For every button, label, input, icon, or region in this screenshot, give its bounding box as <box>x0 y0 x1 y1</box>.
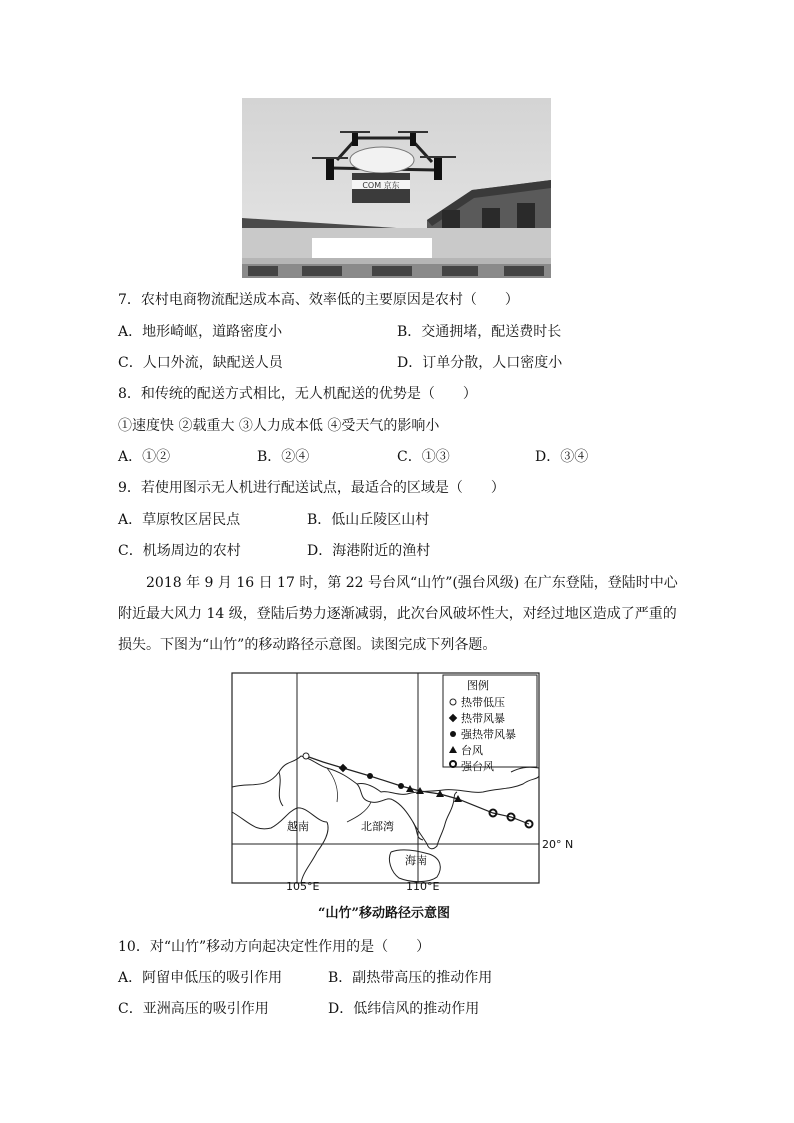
q7-option-b: B．交通拥堵，配送费时长 <box>397 324 562 340</box>
map-caption: “山竹”移动路径示意图 <box>318 906 450 921</box>
legend-item-3: 强热带风暴 <box>461 728 516 741</box>
q9-stem: 9．若使用图示无人机进行配送试点，最适合的区域是（ ） <box>118 480 505 496</box>
legend-item-1: 热带低压 <box>461 696 505 709</box>
typhoon-path-map <box>231 672 540 884</box>
q10-option-b: B．副热带高压的推动作用 <box>328 970 493 986</box>
label-vietnam: 越南 <box>287 820 309 833</box>
q7-option-a: A．地形崎岖，道路密度小 <box>118 324 283 340</box>
q8-option-a: A．①② <box>118 449 171 465</box>
label-gulf: 北部湾 <box>361 820 394 833</box>
passage-line-2: 附近最大风力 14 级，登陆后势力逐渐减弱，此次台风破坏性大，对经过地区造成了严重的 <box>118 606 677 622</box>
drone-delivery-photo <box>242 98 551 278</box>
legend-title: 图例 <box>467 679 489 692</box>
q10-stem: 10．对“山竹”移动方向起决定性作用的是（ ） <box>118 939 431 955</box>
q8-option-d: D．③④ <box>535 449 589 465</box>
legend-item-4: 台风 <box>461 744 483 757</box>
q9-option-b: B．低山丘陵区山村 <box>307 512 430 528</box>
label-lon-105: 105°E <box>286 880 320 893</box>
q9-option-d: D．海港附近的渔村 <box>307 543 431 559</box>
label-hainan: 海南 <box>405 854 427 867</box>
label-lat-20: 20° N <box>542 838 574 851</box>
label-lon-110: 110°E <box>406 880 440 893</box>
q10-option-d: D．低纬信风的推动作用 <box>328 1001 480 1017</box>
passage-line-3: 损失。下图为“山竹”的移动路径示意图。读图完成下列各题。 <box>118 637 497 653</box>
q9-option-c: C．机场周边的农村 <box>118 543 241 559</box>
q8-option-b: B．②④ <box>257 449 310 465</box>
legend-item-2: 热带风暴 <box>461 712 505 725</box>
legend-item-5: 强台风 <box>461 760 494 773</box>
q10-option-a: A．阿留申低压的吸引作用 <box>118 970 283 986</box>
q8-option-c: C．①③ <box>397 449 450 465</box>
q7-option-d: D．订单分散，人口密度小 <box>397 355 563 371</box>
q8-items: ①速度快 ②载重大 ③人力成本低 ④受天气的影响小 <box>118 418 440 434</box>
q7-stem: 7．农村电商物流配送成本高、效率低的主要原因是农村（ ） <box>118 292 519 308</box>
q7-option-c: C．人口外流，缺配送人员 <box>118 355 283 371</box>
q9-option-a: A．草原牧区居民点 <box>118 512 241 528</box>
package-label: COM 京东 <box>362 181 400 190</box>
passage-line-1: 2018 年 9 月 16 日 17 时，第 22 号台风“山竹”(强台风级) 在广东登陆，登陆时中心 <box>146 575 678 591</box>
q10-option-c: C．亚洲高压的吸引作用 <box>118 1001 269 1017</box>
q8-stem: 8．和传统的配送方式相比，无人机配送的优势是（ ） <box>118 386 477 402</box>
